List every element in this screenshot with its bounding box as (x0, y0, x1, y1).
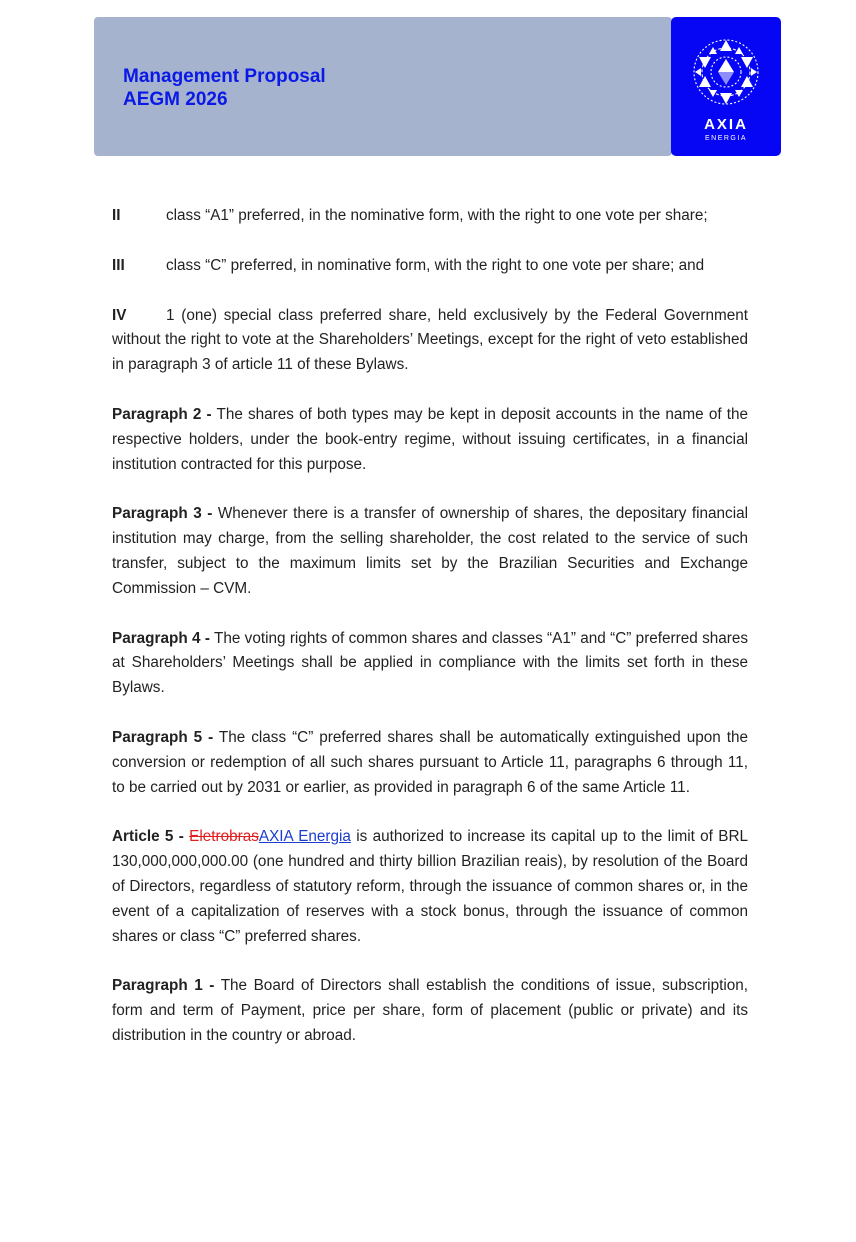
deleted-text: Eletrobras (189, 828, 259, 846)
item-label: II (112, 207, 121, 224)
item-iv (112, 304, 748, 378)
paragraph-text: Whenever there is a transfer of ownership of shares, the depositary financial institution may charge, from the selling shareholder, the cost related to the service of such transfer, subject to the maximum limits set by the Brazilian Securities and Exchange Commission – CVM. (112, 505, 749, 597)
paragraph-label: Paragraph 1 - (112, 977, 215, 995)
paragraph-text: The voting rights of common shares and classes “A1” and “C” preferred shares at Shareholders’ Meetings shall be applied in compliance with the limits set forth in these Bylaws. (112, 629, 748, 697)
article-5 (112, 825, 748, 949)
paragraph-text: The shares of both types may be kept in deposit accounts in the name of the respective holders, under the book-entry regime, without issuing certificates, in a financial institution contracted for this purpose. (112, 405, 748, 473)
article-text: is authorized to increase its capital up to the limit of BRL 130,000,000,000.00 (one hundred and thirty billion Brazilian reais), by resolution of the Board of Directors, regardless of statutory reform, through the issuance of common shares or, in the event of a capitalization of reserves with a stock bonus, through the issuance of common shares or class “C” preferred shares. (112, 828, 748, 945)
paragraph-5 (112, 726, 748, 800)
globe-icon (691, 37, 761, 107)
item-text: 1 (one) special class preferred share, held exclusively by the Federal Government without the right to vote at the Shareholders’ Meetings, except for the right of veto established in paragraph 3 of article 11 of these Bylaws. (112, 306, 748, 374)
paragraph-label: Paragraph 5 - (112, 728, 214, 746)
header-title (123, 65, 326, 111)
item-label: IV (112, 306, 127, 324)
item-iii (112, 254, 748, 279)
paragraph-label: Paragraph 2 - (112, 405, 212, 423)
header-title-line2: AEGM 2026 (123, 89, 228, 110)
paragraph-text: The Board of Directors shall establish the conditions of issue, subscription, form and term of Payment, price per share, form of placement (public or private) and its distribution in the country or abroad. (112, 977, 749, 1044)
paragraph-label: Paragraph 3 - (112, 505, 213, 523)
item-text: class “C” preferred, in nominative form, with the right to one vote per share; and (166, 256, 705, 274)
item-text: class “A1” preferred, in the nominative form, with the right to one vote per share; (166, 207, 708, 224)
document-body (112, 204, 748, 1074)
article-5-paragraph-1 (112, 974, 748, 1048)
article-label: Article 5 - (112, 828, 184, 846)
paragraph-4 (112, 627, 748, 701)
paragraph-text: The class “C” preferred shares shall be automatically extinguished upon the conversion or redemption of all such shares pursuant to Article 11, paragraphs 6 through 11, to be carried out by 2031 or earlier, as provided in paragraph 6 of the same Article 11. (112, 728, 748, 796)
item-ii (112, 204, 748, 229)
header-title-line1: Management Proposal (123, 66, 326, 87)
inserted-text: AXIA Energia (258, 828, 351, 846)
paragraph-2 (112, 403, 748, 477)
logo-subtitle: ENERGIA (704, 135, 747, 142)
header-band (94, 17, 672, 156)
paragraph-3 (112, 502, 748, 601)
paragraph-label: Paragraph 4 - (112, 629, 210, 647)
logo-wordmark: AXIA (704, 116, 748, 133)
company-logo (671, 17, 781, 156)
item-label: III (112, 256, 125, 274)
